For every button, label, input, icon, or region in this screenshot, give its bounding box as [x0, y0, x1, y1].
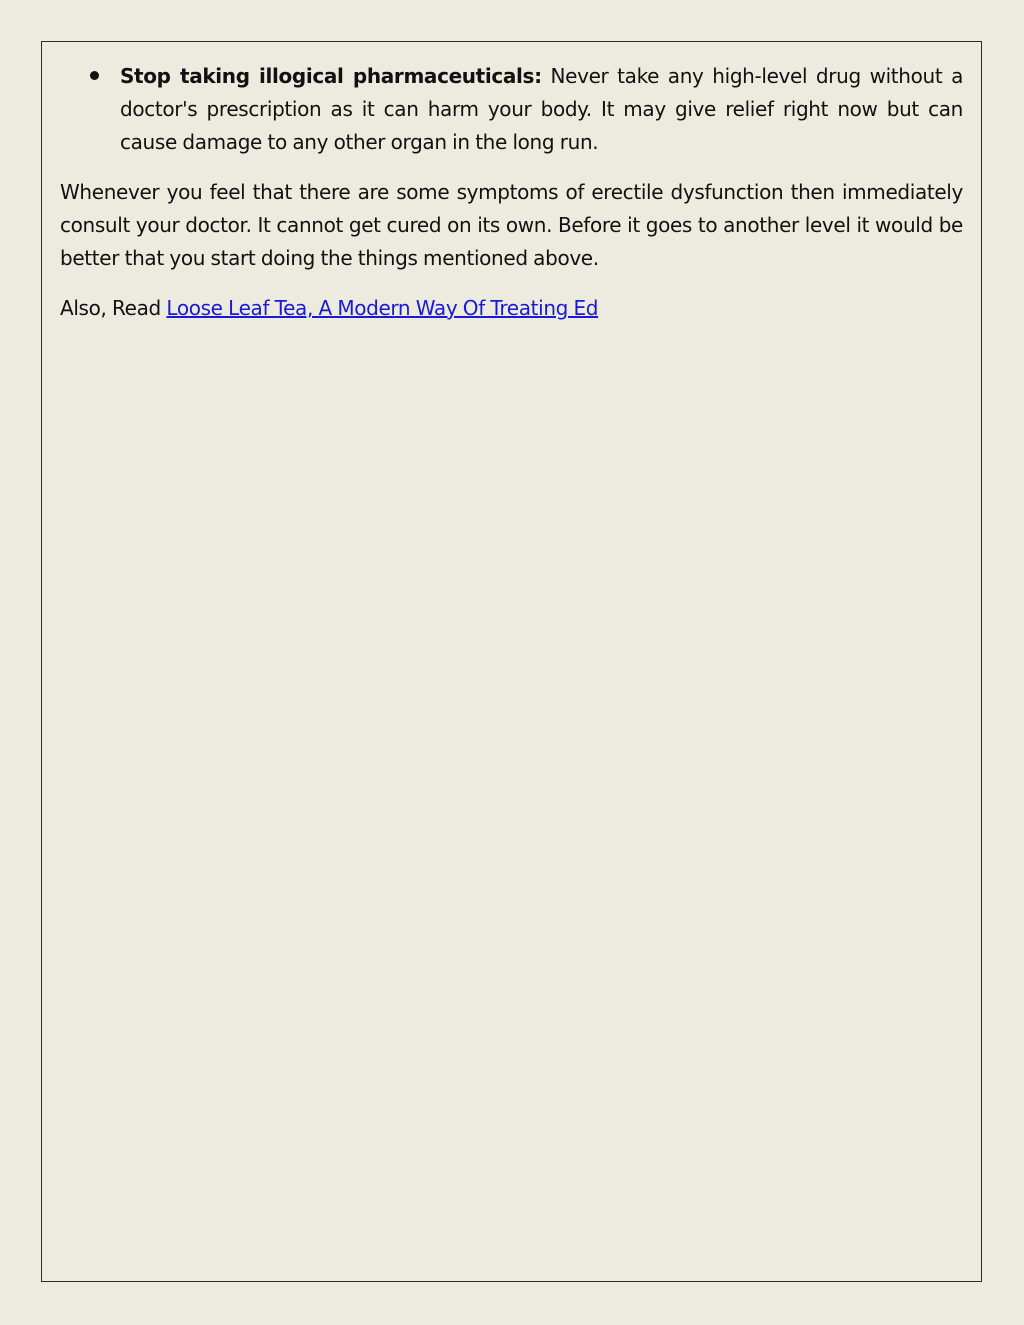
document-body	[60, 60, 963, 342]
bullet-text: Never take any high-level drug without a doctor's prescription as it can harm your body. It may give relief right now but can cause damage to any other organ in the long run.	[120, 64, 963, 154]
also-read-prefix: Also, Read	[60, 296, 161, 320]
body-paragraph: Whenever you feel that there are some symptoms of erectile dysfunction then immediately consult your doctor. It cannot get cured on its own. Before it goes to another level it would be better that you start doing the things mentioned above.	[60, 180, 963, 270]
also-read-line	[60, 292, 963, 325]
bullet-icon	[90, 71, 99, 80]
bullet-term: Stop taking illogical pharmaceuticals:	[120, 64, 542, 88]
list-item	[60, 60, 963, 159]
also-read-link[interactable]: Loose Leaf Tea, A Modern Way Of Treating Ed	[166, 296, 599, 320]
